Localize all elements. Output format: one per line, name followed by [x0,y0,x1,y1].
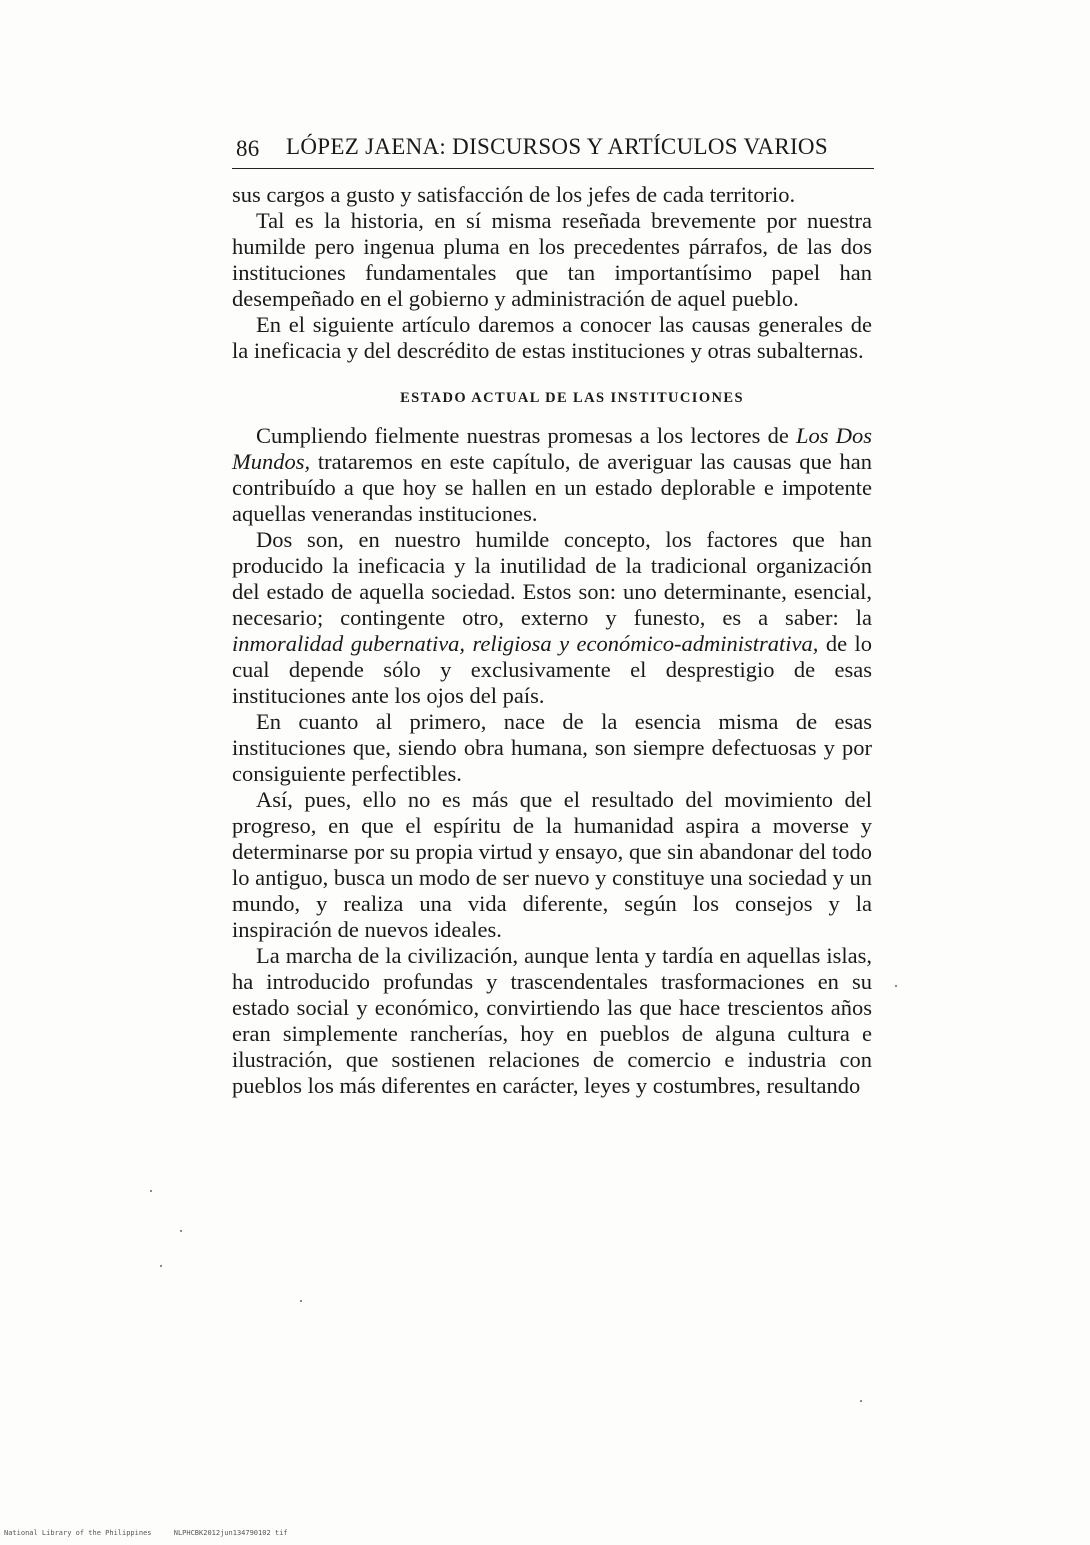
italic-phrase: inmoralidad gubernativa, religiosa y económico-administrativa, [232,631,819,656]
paragraph: La marcha de la civilización, aunque lenta y tardía en aquellas islas, ha introducido profundas y trascendentales trasformaciones en su estado social y económico, convirtiendo las que hace trescientos años eran simplemente rancherías, hoy en pueblos de alguna cultura e ilustración, que sostienen relaciones de comercio e industria con pueblos los más diferentes en carácter, leyes y costumbres, resultando [232,943,872,1098]
paragraph-text: Cumpliendo fielmente nuestras promesas a los lectores de [256,423,789,448]
scan-speck [180,1230,182,1232]
body-text [232,182,872,1099]
running-head [232,128,874,169]
scan-speck [895,985,897,987]
scan-speck [300,1300,302,1302]
scan-speck [150,1190,152,1192]
paragraph: Así, pues, ello no es más que el resultado del movimiento del progreso, en que el espíritu de la humanidad aspira a moverse y determinarse por su propia virtud y ensayo, que sin abandonar del todo lo antiguo, busca un modo de ser nuevo y constituye una sociedad y un mundo, y realiza una vida diferente, según los consejos y la inspiración de nuevos ideales. [232,787,872,942]
paragraph-text: de lo cual depende sólo y exclusivamente el desprestigio de esas instituciones ante los ojos del país. [232,631,873,708]
scan-footer [4,1529,306,1537]
library-stamp: National Library of the Philippines [4,1529,152,1537]
file-code: NLPHCBK2012jun134790102 tif [173,1529,288,1537]
scan-speck [860,1400,862,1402]
paragraph: Tal es la historia, en sí misma reseñada brevemente por nuestra humilde pero ingenua pluma en los precedentes párrafos, de las dos instituciones fundamentales que tan importantísimo papel han desempeñado en el gobierno y administración de aquel pueblo. [232,208,872,311]
page-number: 86 [236,136,260,161]
running-title: LÓPEZ JAENA: DISCURSOS Y ARTÍCULOS VARIOS [286,134,828,159]
paragraph: En cuanto al primero, nace de la esencia misma de esas instituciones que, siendo obra humana, son siempre defectuosas y por consiguiente perfectibles. [232,709,872,786]
paragraph: En el siguiente artículo daremos a conocer las causas generales de la ineficacia y del descrédito de estas instituciones y otras subalternas. [232,312,872,363]
section-heading: ESTADO ACTUAL DE LAS INSTITUCIONES [400,390,744,406]
paragraph [232,527,872,709]
paragraph [232,423,872,527]
scan-speck [160,1265,162,1267]
paragraph-text: Dos son, en nuestro humilde concepto, los factores que han producido la ineficacia y la inutilidad de la tradicional organización del estado de aquella sociedad. Estos son: uno determinante, esencial, necesario; contingente otro, externo y funesto, es a saber: la [232,527,872,630]
paragraph: sus cargos a gusto y satisfacción de los jefes de cada territorio. [232,182,796,207]
paragraph-text: trataremos en este capítulo, de averiguar las causas que han contribuído a que hoy se hallen en un estado deplorable e impotente aquellas venerandas instituciones. [232,449,872,526]
journal-title: Los Dos Mundos, [232,423,873,474]
